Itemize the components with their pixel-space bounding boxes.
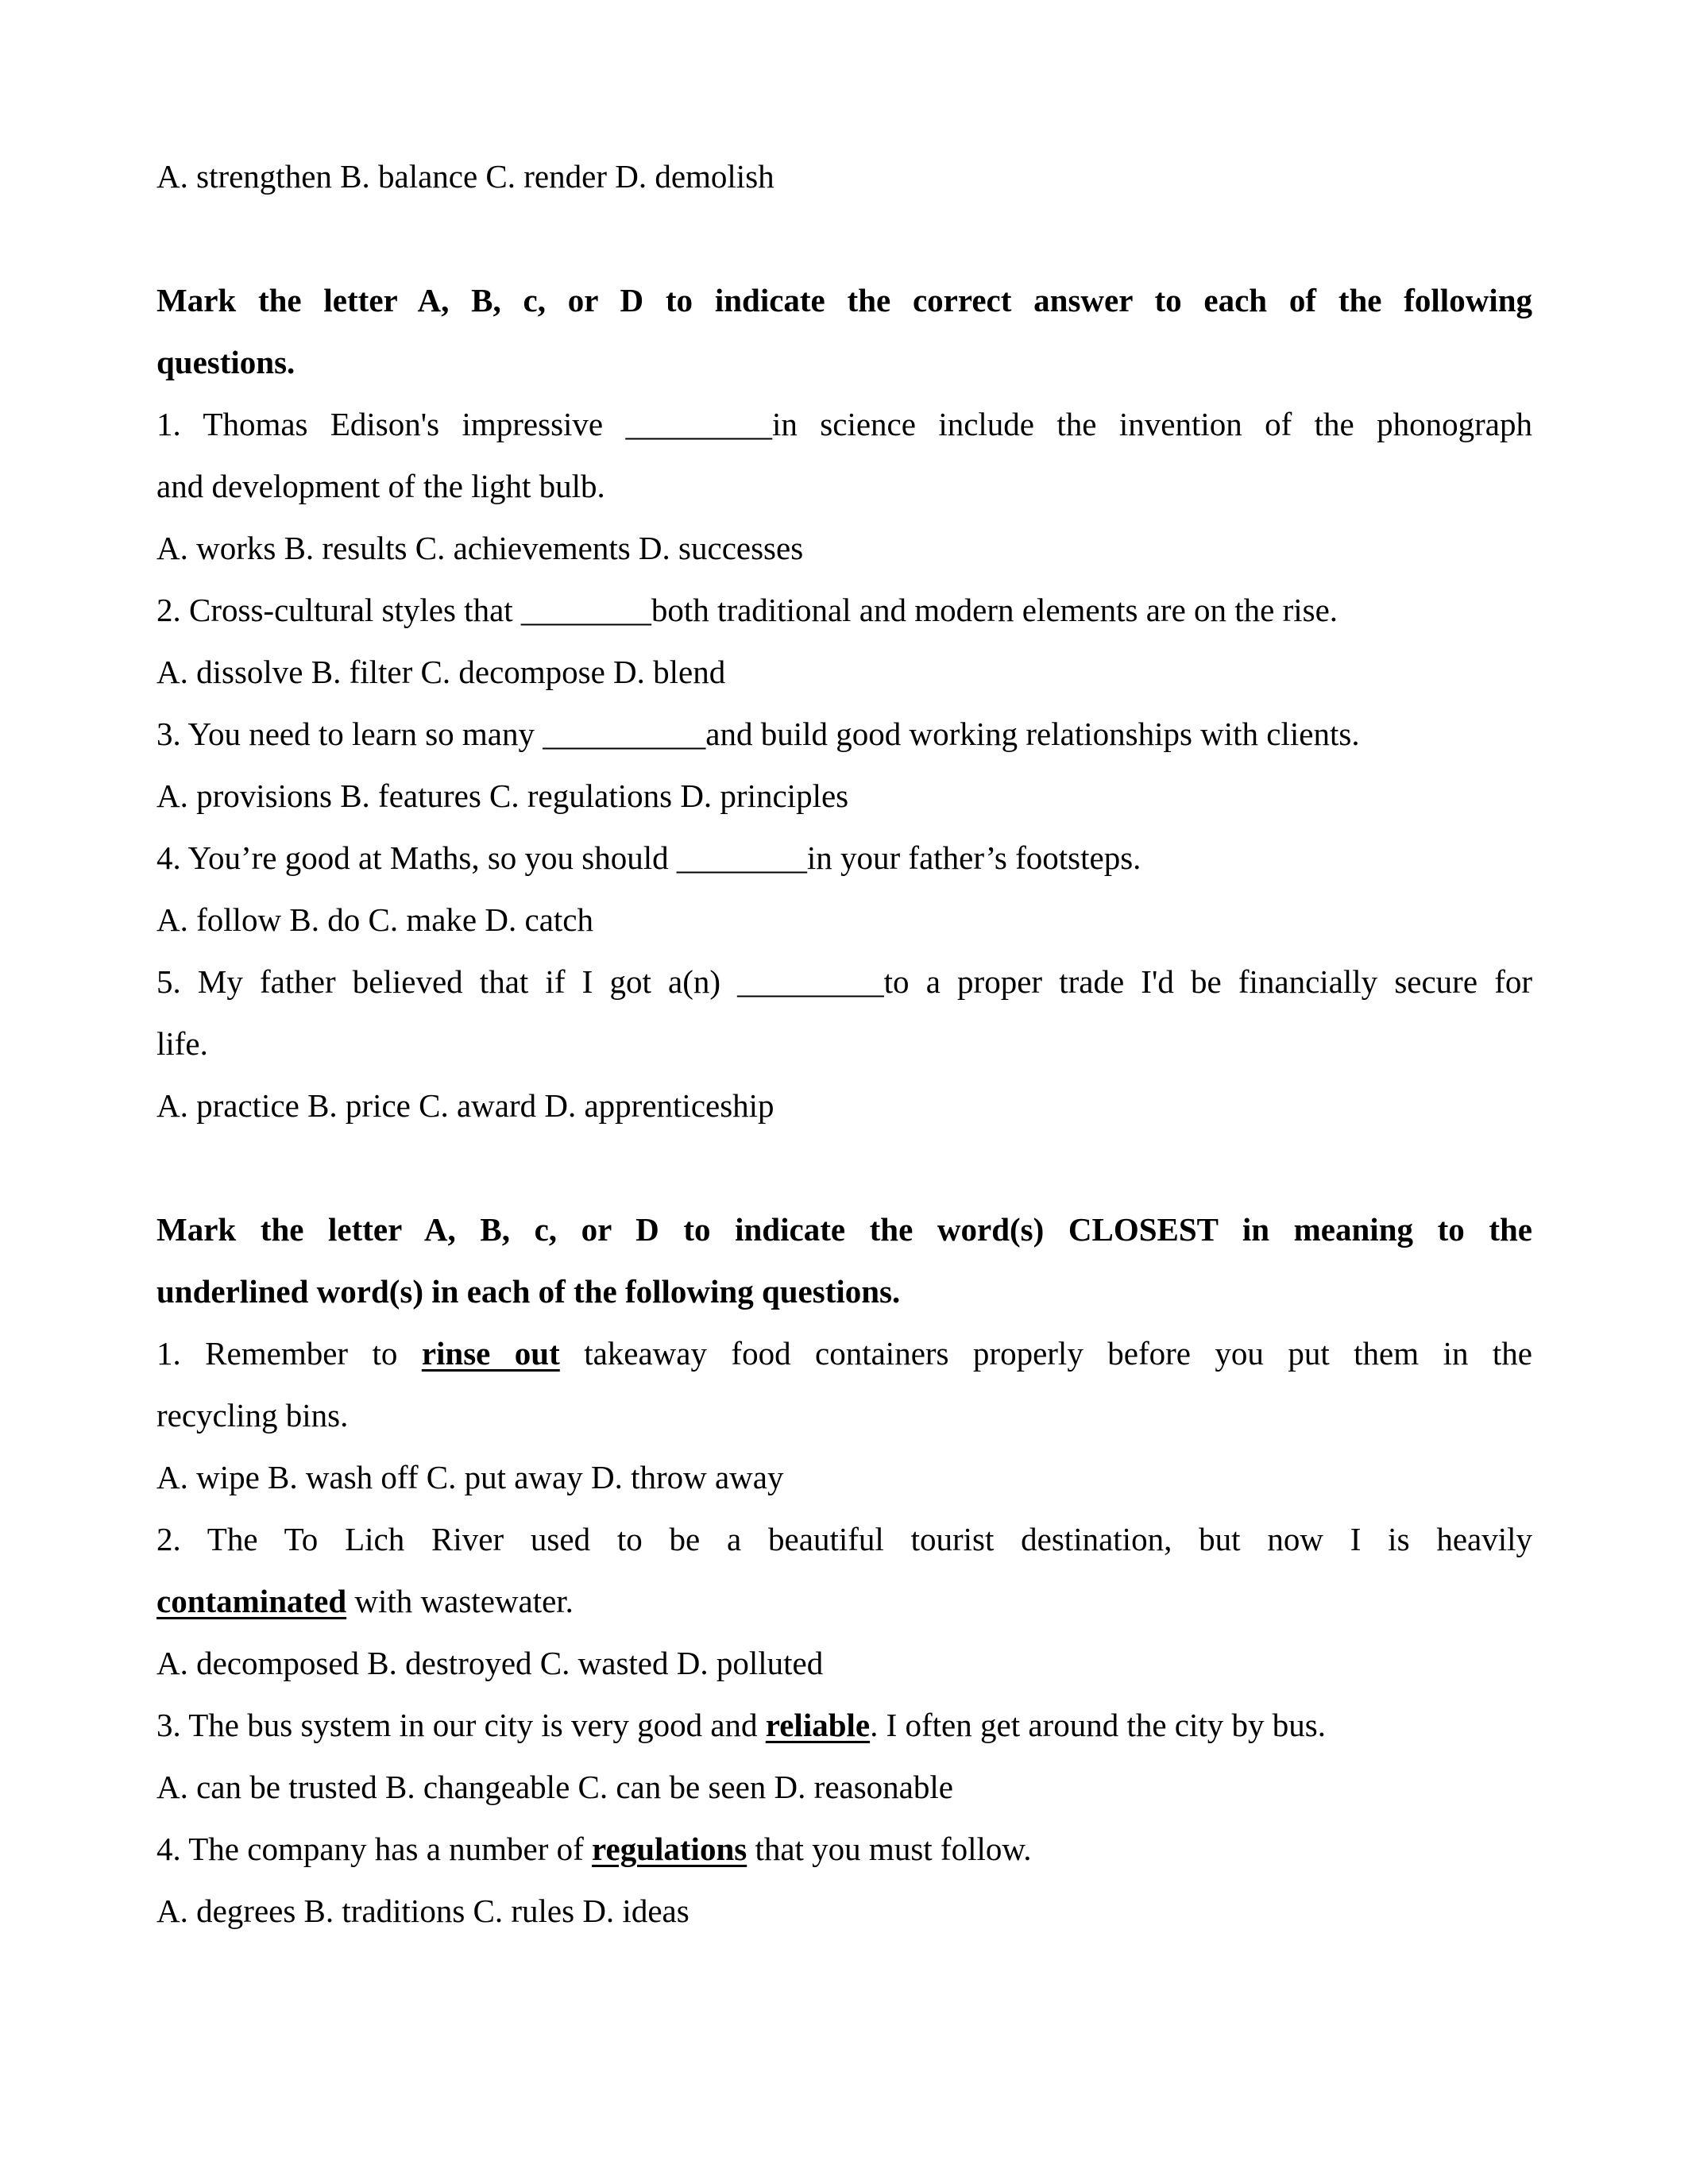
section2-q1-text-before: 1. Remember to (156, 1335, 422, 1372)
section2-q2-underlined-word: contaminated (156, 1583, 347, 1619)
section1-instruction-line1: Mark the letter A, B, c, or D to indicate the correct answer to each of the following (156, 282, 1532, 318)
section1-q2: 2. Cross-cultural styles that ________both traditional and modern elements are on the rise. (156, 592, 1338, 628)
section2-q1-underlined-word: rinse out (421, 1335, 560, 1372)
section2-q2-text-after: with wastewater. (346, 1583, 574, 1619)
section1-q4: 4. You’re good at Maths, so you should ________in your father’s footsteps. (156, 839, 1141, 876)
section2-q3-underlined-word: reliable (765, 1707, 871, 1743)
section1-q4-options: A. follow B. do C. make D. catch (156, 901, 593, 938)
section1-q5-line1: 5. My father believed that if I got a(n) _________to a proper trade I'd be financially secure for (156, 963, 1532, 1000)
section1-q3: 3. You need to learn so many __________and build good working relationships with clients. (156, 716, 1360, 752)
section2-q1-options: A. wipe B. wash off C. put away D. throw away (156, 1459, 784, 1495)
section1-instruction-line2: questions. (156, 344, 295, 380)
section2-q4-line (156, 1828, 1532, 1870)
section2-instruction-line1: Mark the letter A, B, c, or D to indicate the word(s) CLOSEST in meaning to the (156, 1211, 1532, 1248)
section2-q3-text-after: . I often get around the city by bus. (870, 1707, 1326, 1743)
section2-instruction-line2: underlined word(s) in each of the following questions. (156, 1273, 901, 1310)
section2-q1-line2: recycling bins. (156, 1397, 349, 1433)
section2-q2-line1: 2. The To Lich River used to be a beautiful tourist destination, but now I is heavily (156, 1521, 1532, 1557)
section1-q1-line1: 1. Thomas Edison's impressive _________in science include the invention of the phonograph (156, 406, 1532, 442)
section2-q3-text-before: 3. The bus system in our city is very good and (156, 1707, 766, 1743)
section2-q4-options: A. degrees B. traditions C. rules D. ideas (156, 1893, 689, 1929)
section2-q1-line1 (156, 1333, 1532, 1374)
section2-q4-text-after: that you must follow. (747, 1831, 1032, 1867)
section1-q1-line2: and development of the light bulb. (156, 468, 605, 504)
section1-q5-line2: life. (156, 1025, 208, 1062)
section1-q1-options: A. works B. results C. achievements D. successes (156, 530, 804, 566)
section1-q3-options: A. provisions B. features C. regulations D. principles (156, 778, 849, 814)
section2-q1-text-after: takeaway food containers properly before you put them in the (559, 1335, 1532, 1372)
previous-question-options: A. strengthen B. balance C. render D. demolish (156, 158, 774, 195)
section2-q2-line2 (156, 1580, 1532, 1622)
section2-q4-text-before: 4. The company has a number of (156, 1831, 593, 1867)
section2-q4-underlined-word: regulations (592, 1831, 747, 1867)
section2-q2-options: A. decomposed B. destroyed C. wasted D. polluted (156, 1645, 824, 1681)
section1-q5-options: A. practice B. price C. award D. apprenticeship (156, 1087, 774, 1124)
section2-q3-line (156, 1704, 1532, 1746)
section1-q2-options: A. dissolve B. filter C. decompose D. blend (156, 654, 726, 690)
section2-q3-options: A. can be trusted B. changeable C. can be seen D. reasonable (156, 1769, 953, 1805)
